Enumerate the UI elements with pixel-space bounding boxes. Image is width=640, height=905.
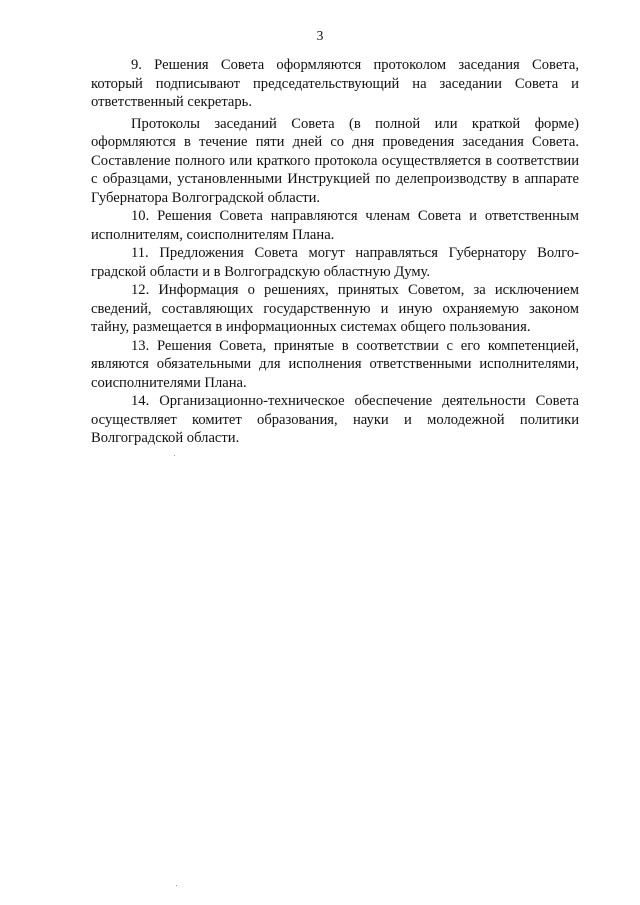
paragraph-9: 9. Решения Совета оформляются протоколом заседания Совета, который подписывают председательствующий на заседании Совета и ответственный секретарь. [91,57,579,110]
paragraph-12: 12. Информация о решениях, принятых Советом, за исключением сведений, составляющих государственную и иную охраняемую законом тайну, размещается в информационных системах общего пользования. [91,282,579,335]
paragraph-10: 10. Решения Совета направляются членам Совета и ответственным исполнителям, соисполнителям Плана. [91,208,579,243]
paragraph-protocols: Протоколы заседаний Совета (в полной или краткой форме) оформляются в течение пяти дней со дня проведения заседания Совета. Составление полного или краткого протокола осуществляется в соответствии с образцами, установленными Инструкцией по делепроизводству в аппарате Губернатора Волгоградской области. [91,115,579,206]
scan-speck [176,885,177,886]
document-body [91,56,579,448]
paragraph-13: 13. Решения Совета, принятые в соответствии с его компетенцией, являются обязательными для исполнения ответственными исполнителями, соисполнителями Плана. [91,337,579,391]
paragraph-14: 14. Организационно-техническое обеспечение деятельности Совета осуществляет комитет образования, науки и молодежной политики Волгоградской области. [91,393,579,446]
page-number: 3 [316,28,324,43]
scan-speck [174,455,175,456]
paragraph-11: 11. Предложения Совета могут направляться Губернатору Волгоградской области и в Волгоградскую областную Думу. [91,245,579,280]
